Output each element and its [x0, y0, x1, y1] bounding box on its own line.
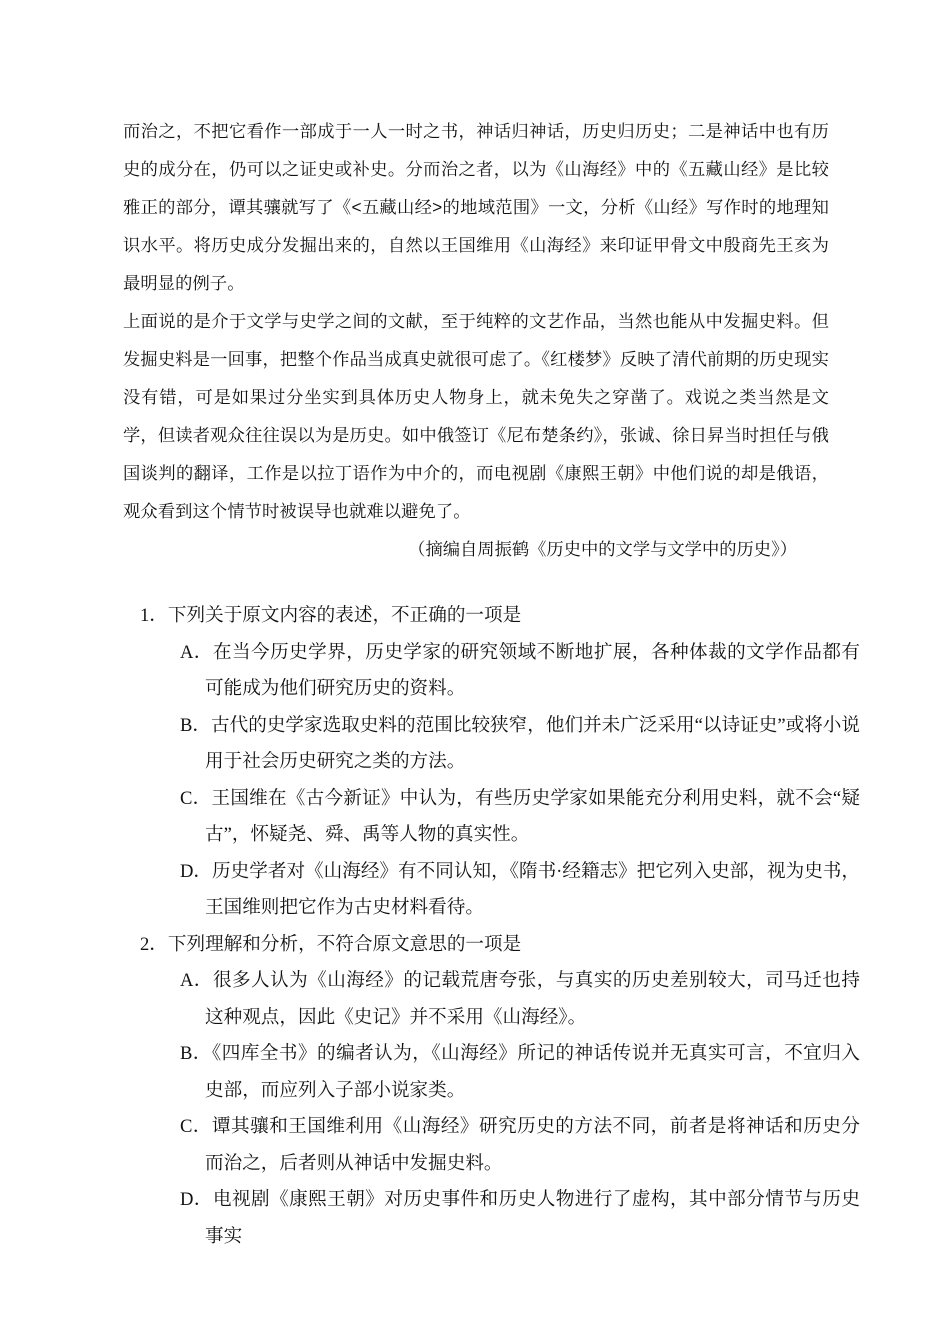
option-label-d: D．: [180, 860, 213, 882]
questions-section: [123, 598, 860, 1255]
question-1-option-c[interactable]: [180, 781, 860, 854]
question-1-number: 1．: [140, 605, 168, 626]
question-1-stem: [140, 598, 835, 635]
question-2: [123, 927, 860, 1256]
question-2-option-d[interactable]: [180, 1182, 860, 1255]
option-label-a: A．: [180, 641, 213, 663]
option-text-b: 《四库全书》的编者认为，《山海经》所记的神话传说并无真实可言，不宜归入史部，而应列入子部小说家类。: [205, 1043, 860, 1101]
question-2-option-c[interactable]: [180, 1109, 860, 1182]
option-text-b: 古代的史学家选取史料的范围比较狭窄，他们并未广泛采用“以诗证史”或将小说用于社会历史研究之类的方法。: [205, 714, 860, 772]
question-1-option-b[interactable]: [180, 708, 860, 781]
option-label-d: D．: [180, 1189, 213, 1210]
option-text-d: 电视剧《康熙王朝》对历史事件和历史人物进行了虚构，其中部分情节与历史事实: [205, 1189, 860, 1247]
question-1-option-d[interactable]: [180, 854, 860, 927]
passage-paragraph-1: 而治之，不把它看作一部成于一人一时之书，神话归神话，历史归历史；二是神话中也有历史的成分在，仍可以之证史或补史。分而治之者，以为《山海经》中的《五藏山经》是比较雅正的部分，谭其骧就写了《<五藏山经>的地域范围》一文，分析《山经》写作时的地理知识水平。将历史成分发掘出来的，自然以王国维用《山海经》来印证甲骨文中殷商先王亥为最明显的例子。: [123, 121, 829, 293]
option-text-d: 历史学者对《山海经》有不同认知，《隋书·经籍志》把它列入史部，视为史书，王国维则把它作为古史材料看待。: [205, 860, 860, 918]
question-2-option-a[interactable]: [180, 963, 860, 1036]
passage-paragraph-2: 上面说的是介于文学与史学之间的文献，至于纯粹的文艺作品，当然也能从中发掘史料。但发掘史料是一回事，把整个作品当成真史就很可虑了。《红楼梦》反映了清代前期的历史现实没有错，可是如果过分坐实到具体历史人物身上，就未免失之穿凿了。戏说之类当然是文学，但读者观众往往误以为是历史。如中俄签订《尼布楚条约》，张诚、徐日昇当时担任与俄国谈判的翻译，工作是以拉丁语作为中介的，而电视剧《康熙王朝》中他们说的却是俄语，观众看到这个情节时被误导也就难以避免了。: [123, 311, 829, 521]
option-label-c: C．: [180, 1116, 212, 1137]
option-text-a: 在当今历史学界，历史学家的研究领域不断地扩展，各种体裁的文学作品都有可能成为他们研究历史的资料。: [205, 641, 860, 699]
option-label-c: C．: [180, 787, 212, 809]
question-2-number: 2．: [140, 933, 168, 955]
passage-attribution: （摘编自周振鹤《历史中的文学与文学中的历史》）: [408, 539, 797, 559]
option-label-b: B．: [180, 714, 212, 736]
option-text-c: 王国维在《古今新证》中认为，有些历史学家如果能充分利用史料，就不会“疑古”，怀疑尧、舜、禹等人物的真实性。: [205, 787, 860, 845]
question-1: [123, 598, 860, 927]
option-text-a: 很多人认为《山海经》的记载荒唐夸张，与真实的历史差别较大，司马迁也持这种观点，因此《史记》并不采用《山海经》。: [205, 970, 860, 1028]
question-1-option-a[interactable]: [180, 635, 860, 708]
question-2-option-b[interactable]: [180, 1036, 860, 1109]
option-text-c: 谭其骧和王国维利用《山海经》研究历史的方法不同，前者是将神话和历史分而治之，后者则从神话中发掘史料。: [205, 1116, 860, 1174]
question-1-stem-text: 下列关于原文内容的表述，不正确的一项是: [167, 605, 522, 626]
option-label-b: B．: [180, 1043, 212, 1064]
passage-section: [123, 112, 829, 568]
question-2-stem-text: 下列理解和分析，不符合原文意思的一项是: [167, 933, 522, 955]
question-2-stem: [140, 927, 835, 964]
option-label-a: A．: [180, 970, 213, 991]
